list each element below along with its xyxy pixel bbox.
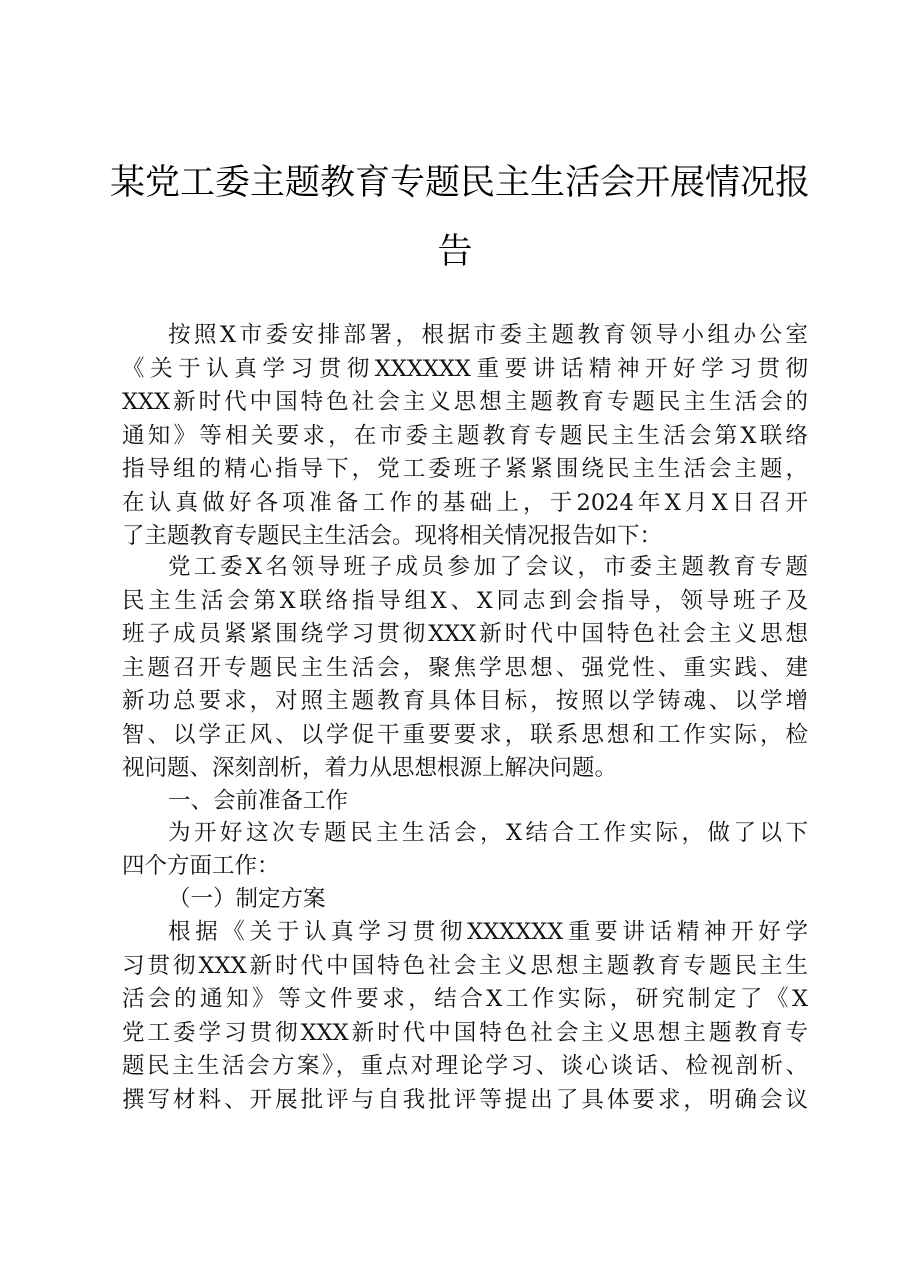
body-text-line: 撰写材料、开展批评与自我批评等提出了具体要求，明确会议 xyxy=(122,1087,808,1113)
body-text-line: 主题召开专题民主生活会，聚焦学思想、强党性、重实践、建 xyxy=(122,655,808,681)
body-text-line: 题民主生活会方案》，重点对理论学习、谈心谈话、检视剖析、 xyxy=(122,1053,808,1079)
body-text-line: 指导组的精心指导下，党工委班子紧紧围绕民主生活会主题， xyxy=(122,456,808,482)
body-text-line: 在认真做好各项准备工作的基础上，于2024年X月X日召开 xyxy=(122,490,808,516)
body-text-line: 民主生活会第X联络指导组X、X同志到会指导，领导班子及 xyxy=(122,588,808,614)
body-text-line: 活会的通知》等文件要求，结合X工作实际，研究制定了《X xyxy=(122,986,808,1012)
body-text-line: 习贯彻XXX新时代中国特色社会主义思想主题教育专题民主生 xyxy=(122,953,808,979)
body-text-line: 四个方面工作： xyxy=(122,853,280,879)
body-text-line: 为开好这次专题民主生活会，X结合工作实际，做了以下 xyxy=(168,820,808,846)
body-text-line: 了主题教育专题民主生活会。现将相关情况报告如下： xyxy=(122,523,663,549)
document-title-line-2: 告 xyxy=(437,232,473,272)
body-text-line: 智、以学正风、以学促干重要要求，联系思想和工作实际，检 xyxy=(122,722,808,748)
body-text-line: 党工委学习贯彻XXX新时代中国特色社会主义思想主题教育专 xyxy=(122,1020,808,1046)
body-text-line: 班子成员紧紧围绕学习贯彻XXX新时代中国特色社会主义思想 xyxy=(122,621,808,647)
body-text-line: 党工委X名领导班子成员参加了会议，市委主题教育专题 xyxy=(168,554,808,580)
body-text-line: XXX新时代中国特色社会主义思想主题教育专题民主生活会的 xyxy=(122,389,808,415)
body-text-line: 视问题、深刻剖析，着力从思想根源上解决问题。 xyxy=(122,755,618,781)
body-text-line: 新功总要求，对照主题教育具体目标，按照以学铸魂、以学增 xyxy=(122,688,808,714)
body-text-line: 按照X市委安排部署，根据市委主题教育领导小组办公室 xyxy=(168,322,808,348)
section-heading: 一、会前准备工作 xyxy=(168,788,349,814)
document-title-line-1: 某党工委主题教育专题民主生活会开展情况报 xyxy=(110,163,811,203)
body-text-line: 根据《关于认真学习贯彻XXXXXX重要讲话精神开好学 xyxy=(168,919,808,945)
subsection-heading: （一）制定方案 xyxy=(168,886,326,912)
body-text-line: 《关于认真学习贯彻XXXXXX重要讲话精神开好学习贯彻 xyxy=(122,356,808,382)
body-text-line: 通知》等相关要求，在市委主题教育专题民主生活会第X联络 xyxy=(122,423,808,449)
